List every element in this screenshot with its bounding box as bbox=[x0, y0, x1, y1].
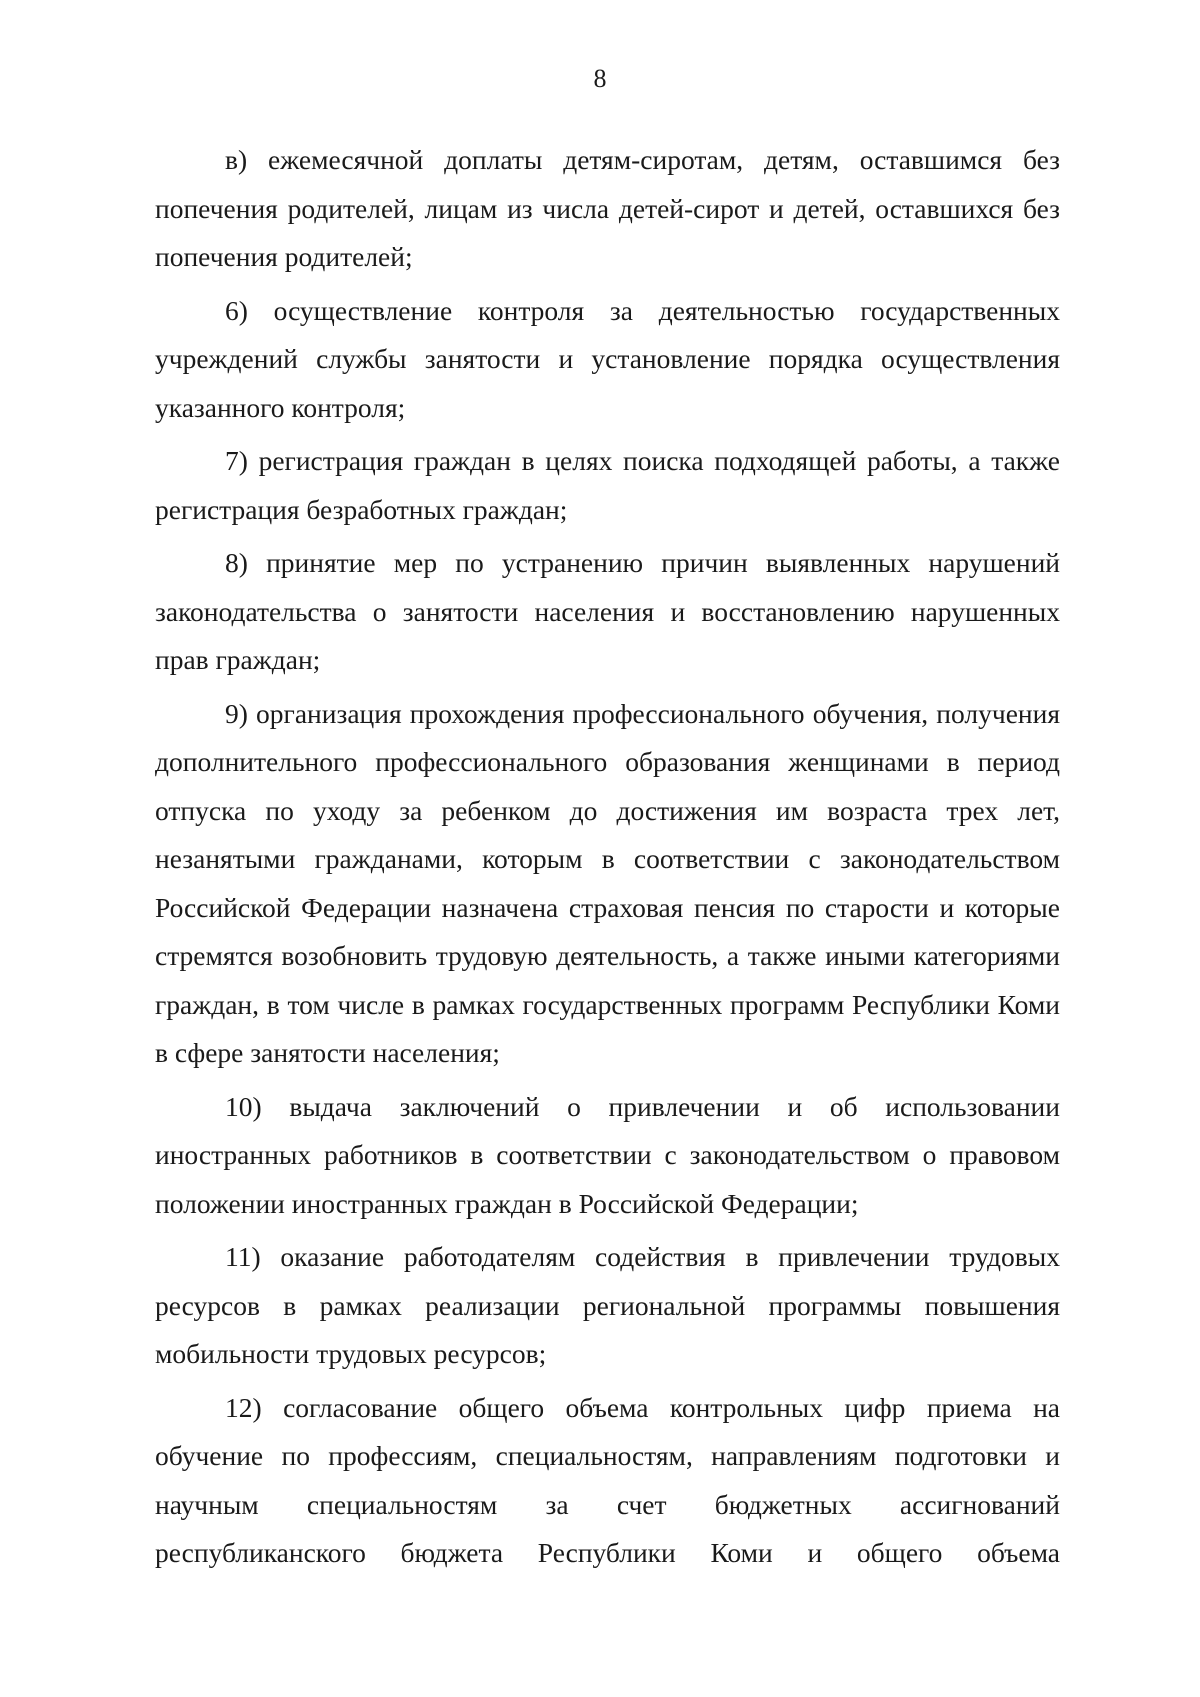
list-item-10: 10) выдача заключений о привлечении и об использовании иностранных работников в соответствии с законодательством о правовом положении иностранных граждан в Российской Федерации; bbox=[155, 1090, 1060, 1219]
page-number: 8 bbox=[593, 64, 607, 93]
list-item-8: 8) принятие мер по устранению причин выявленных нарушений законодательства о занятости населения и восстановлению нарушенных прав граждан; bbox=[155, 547, 1060, 675]
document-body bbox=[155, 136, 1060, 1583]
list-item-v: в) ежемесячной доплаты детям-сиротам, детям, оставшимся без попечения родителей, лицам из числа детей-сирот и детей, оставшихся без попечения родителей; bbox=[155, 144, 1060, 272]
list-item-6: 6) осуществление контроля за деятельностью государственных учреждений службы занятости и установление порядка осуществления указанного контроля; bbox=[155, 294, 1060, 423]
list-item-9: 9) организация прохождения профессионального обучения, получения дополнительного профессионального образования женщинами в период отпуска по уходу за ребенком до достижения им возраста трех лет, незанятыми гражданами, которым в соответствии с законодательством Российской Федерации назначена страховая пенсия по старости и которые стремятся возобновить трудовую деятельность, а также иными категориями граждан, в том числе в рамках государственных программ Республики Коми в сфере занятости населения; bbox=[155, 697, 1060, 1068]
list-item-11: 11) оказание работодателям содействия в привлечении трудовых ресурсов в рамках реализации региональной программы повышения мобильности трудовых ресурсов; bbox=[155, 1241, 1060, 1369]
list-item-12: 12) согласование общего объема контрольных цифр приема на обучение по профессиям, специальностям, направлениям подготовки и научным специальностям за счет бюджетных ассигнований республиканского бюджета Республики Коми и общего объема bbox=[155, 1391, 1060, 1568]
list-item-7: 7) регистрация граждан в целях поиска подходящей работы, а также регистрация безработных граждан; bbox=[155, 445, 1060, 525]
